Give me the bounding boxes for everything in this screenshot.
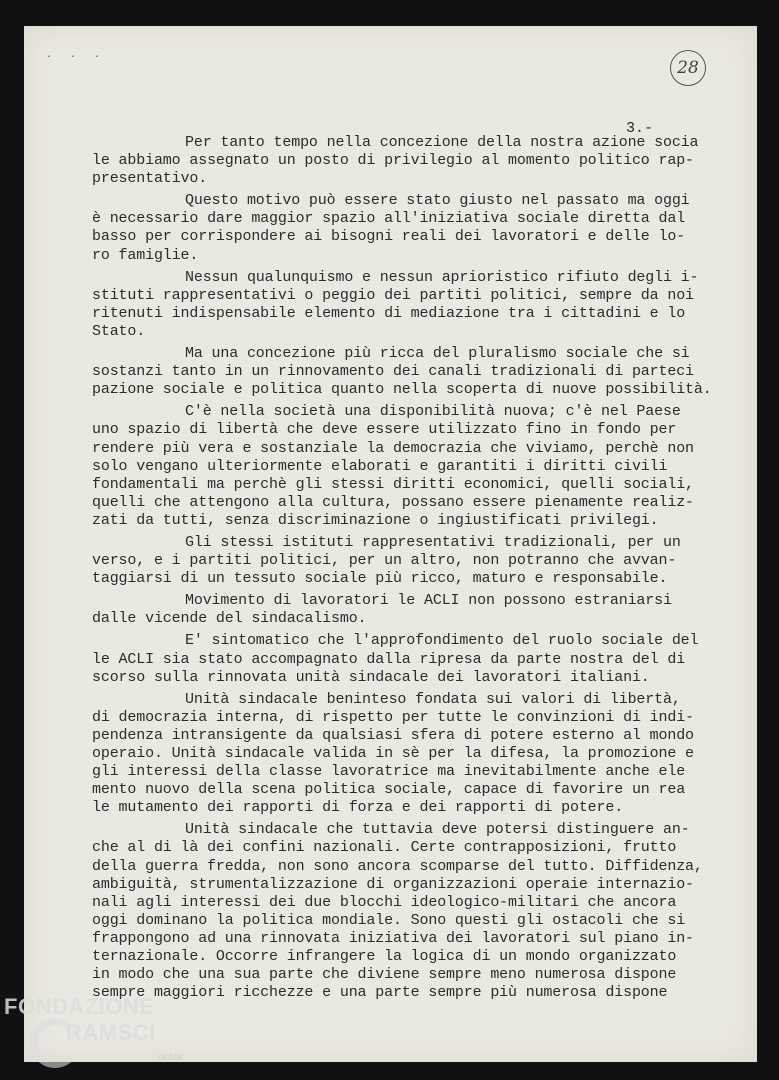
paragraph: Ma una concezione più ricca del pluralismo sociale che si sostanzi tanto in un rinnovamento dei canali tradizionali di parteci pazione sociale e politica quanto nella scoperta di nuove possibilità.: [92, 345, 712, 399]
paragraph: Questo motivo può essere stato giusto nel passato ma oggi è necessario dare maggior spazio all'iniziativa sociale diretta dal basso per corrispondere ai bisogni reali dei lavoratori e delle lo- ro famiglie.: [92, 192, 690, 264]
margin-marks: · · ·: [46, 52, 107, 63]
body-text: [92, 134, 742, 1006]
page-number: 3.-: [626, 120, 654, 137]
paragraph: Nessun qualunquismo e nessun aprioristico rifiuto degli i- stituti rappresentativi o peggio dei partiti politici, sempre da noi ritenuti indispensabile elemento di mediazione tra i cittadini e lo Stato.: [92, 268, 699, 340]
paragraph: C'è nella società una disponibilità nuova; c'è nel Paese uno spazio di libertà che deve essere utilizzato fino in fondo per rendere più vera e sostanziale la democrazia che viviamo, perchè non solo vengano ulteriormente elaborati e garantiti i diritti civili fondamentali ma perchè gli stessi diritti economici, quelli sociali, quelli che attengono alla cultura, possano essere pienamente realiz- zati da tutti, senza discriminazione o ingiustificati privilegi.: [92, 403, 694, 529]
folio-stamp: [670, 50, 706, 86]
watermark-line3: onlus: [158, 1052, 182, 1063]
document-page: [24, 26, 757, 1062]
paragraph: Unità sindacale beninteso fondata sui valori di libertà, di democrazia interna, di rispetto per tutte le convinzioni di indi- pendenza intransigente da qualsiasi sfera di potere esterno al mondo operaio. Unità sindacale valida in sè per la difesa, la promozione e gli interessi della classe lavoratrice ma inevitabilmente anche ele mento nuovo della scena politica sociale, capace di favorire un rea le mutamento dei rapporti di forza e dei rapporti di potere.: [92, 690, 694, 817]
paragraph: Unità sindacale che tuttavia deve potersi distinguere an- che al di là dei confini nazionali. Certe contrapposizioni, frutto della guerra fredda, non sono ancora scomparse del tutto. Diffidenza, ambiguità, strumentalizzazione di organizzazioni operaie internazio- nali agli interessi dei due blocchi ideologico-militari che ancora oggi dominano la politica mondiale. Sono questi gli ostacoli che si frappongono ad una rinnovata iniziativa dei lavoratori sul piano in- ternazionale. Occorre infrangere la logica di un mondo organizzato in modo che una sua parte che diviene sempre meno numerosa dispone sempre maggiori ricchezze e una parte sempre più numerosa dispone: [92, 821, 703, 1002]
paragraph: Movimento di lavoratori le ACLI non possono estraniarsi dalle vicende del sindacalismo.: [92, 592, 672, 628]
paragraph: Per tanto tempo nella concezione della nostra azione socia le abbiamo assegnato un posto di privilegio al momento politico rap- presentativo.: [92, 134, 699, 188]
fondazione-gramsci-watermark: [0, 992, 210, 1080]
paragraph: E' sintomatico che l'approfondimento del ruolo sociale del le ACLI sia stato accompagnato dalla ripresa da parte nostra del di scorso sulla rinnovata unità sindacale dei lavoratori italiani.: [92, 632, 699, 686]
watermark-line1: FONDAZIONE: [4, 994, 155, 1019]
watermark-line2: RAMSCI: [66, 1020, 156, 1045]
paragraph: Gli stessi istituti rappresentativi tradizionali, per un verso, e i partiti politici, per un altro, non potranno che avvan- taggiarsi di un tessuto sociale più ricco, maturo e responsabile.: [92, 533, 681, 588]
folio-number: 28: [677, 58, 699, 78]
